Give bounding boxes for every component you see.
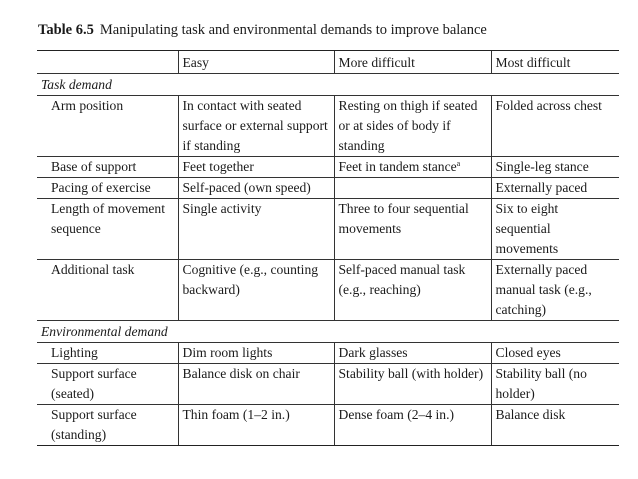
section-row-task-demand — [37, 74, 619, 96]
cell-more-difficult: Stability ball (with holder) — [334, 364, 491, 405]
section-row-environmental-demand — [37, 321, 619, 343]
row-label: Base of support — [37, 157, 178, 178]
table-title: Manipulating task and environmental demands to improve balance — [99, 22, 487, 38]
cell-most-difficult: Externally paced — [491, 178, 619, 199]
cell-most-difficult: Externally paced manual task (e.g., catching) — [491, 260, 619, 321]
cell-most-difficult: Closed eyes — [491, 343, 619, 364]
cell-most-difficult: Stability ball (no holder) — [491, 364, 619, 405]
cell-easy: Single activity — [178, 199, 334, 260]
cell-more-difficult: Three to four sequential movements — [334, 199, 491, 260]
row-label: Length of movement sequence — [37, 199, 178, 260]
cell-more-difficult — [334, 178, 491, 199]
table-row — [37, 199, 619, 260]
header-most-difficult: Most difficult — [491, 51, 619, 74]
cell-easy: In contact with seated surface or external support if standing — [178, 96, 334, 157]
row-label: Support surface (seated) — [37, 364, 178, 405]
table-row — [37, 364, 619, 405]
header-more-difficult: More difficult — [334, 51, 491, 74]
table-row — [37, 178, 619, 199]
table-caption — [38, 22, 487, 39]
table-row — [37, 96, 619, 157]
cell-easy: Balance disk on chair — [178, 364, 334, 405]
cell-more-difficult: Resting on thigh if seated or at sides of body if standing — [334, 96, 491, 157]
cell-easy: Self-paced (own speed) — [178, 178, 334, 199]
cell-easy: Cognitive (e.g., counting backward) — [178, 260, 334, 321]
table-row — [37, 343, 619, 364]
header-easy: Easy — [178, 51, 334, 74]
table-number: Table 6.5 — [38, 22, 94, 38]
row-label: Additional task — [37, 260, 178, 321]
table-row — [37, 157, 619, 178]
cell-easy: Dim room lights — [178, 343, 334, 364]
table-header-row — [37, 51, 619, 74]
cell-easy: Feet together — [178, 157, 334, 178]
table-row — [37, 405, 619, 446]
section-title: Task demand — [37, 74, 619, 96]
row-label: Pacing of exercise — [37, 178, 178, 199]
cell-easy: Thin foam (1–2 in.) — [178, 405, 334, 446]
cell-most-difficult: Single-leg stance — [491, 157, 619, 178]
footnote-marker: a — [456, 159, 461, 168]
balance-demands-table — [37, 50, 619, 446]
row-label: Arm position — [37, 96, 178, 157]
section-title: Environmental demand — [37, 321, 619, 343]
cell-more-difficult: Dark glasses — [334, 343, 491, 364]
header-blank — [37, 51, 178, 74]
row-label: Support surface (standing) — [37, 405, 178, 446]
cell-text: Feet in tandem stance — [338, 159, 457, 174]
cell-more-difficult: Dense foam (2–4 in.) — [334, 405, 491, 446]
cell-more-difficult — [334, 157, 491, 178]
row-label: Lighting — [37, 343, 178, 364]
cell-most-difficult: Six to eight sequential movements — [491, 199, 619, 260]
table-row — [37, 260, 619, 321]
cell-most-difficult: Folded across chest — [491, 96, 619, 157]
cell-more-difficult: Self-paced manual task (e.g., reaching) — [334, 260, 491, 321]
cell-most-difficult: Balance disk — [491, 405, 619, 446]
